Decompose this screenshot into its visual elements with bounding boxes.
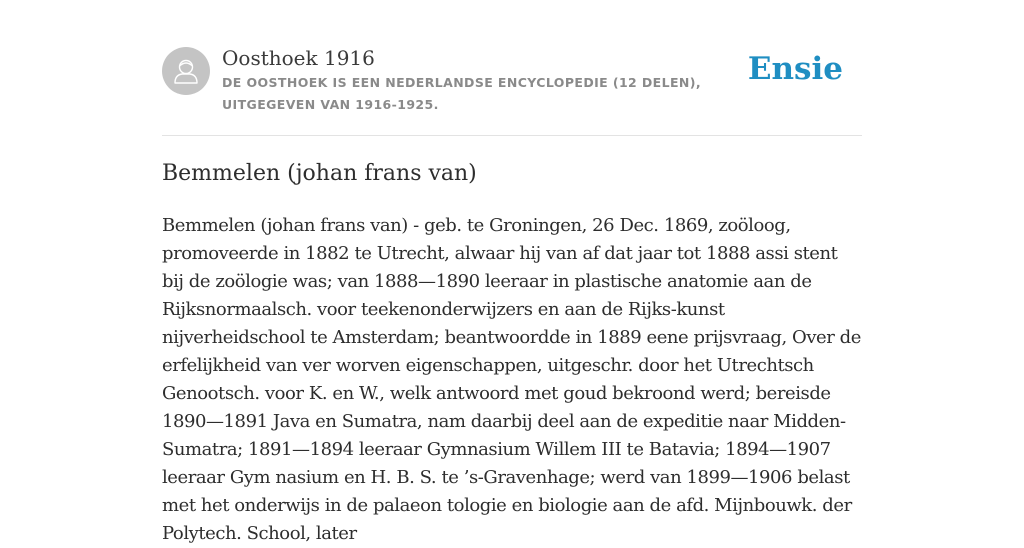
divider xyxy=(162,135,862,136)
article-title: Bemmelen (johan frans van) xyxy=(162,161,477,186)
source-description: DE OOSTHOEK IS EEN NEDERLANDSE ENCYCLOPEDIE (12 DELEN), UITGEGEVEN VAN 1916-1925. xyxy=(222,75,702,112)
avatar[interactable] xyxy=(162,47,210,95)
user-icon xyxy=(162,47,210,95)
brand-logo[interactable]: Ensie xyxy=(747,51,843,87)
source-header xyxy=(162,45,862,135)
source-title[interactable]: Oosthoek 1916 xyxy=(222,46,375,70)
article-body: Bemmelen (johan frans van) - geb. te Groningen, 26 Dec. 1869, zoöloog, promoveerde in 1882 te Utrecht, alwaar hij van af dat jaar tot 1888 assi stent bij de zoölogie was; van 1888—1890 leeraar in plastische anatomie aan de Rijksnormaalsch. voor teekenonderwijzers en aan de Rijks-kunst nijverheidschool te Amsterdam; beantwoordde in 1889 eene prijsvraag, Over de erfelijkheid van ver worven eigenschappen, uitgeschr. door het Utrechtsch Genootsch. voor K. en W., welk antwoord met goud bekroond werd; bereisde 1890—1891 Java en Sumatra, nam daarbij deel aan de expeditie naar Midden-Sumatra; 1891—1894 leeraar Gymnasium Willem III te Batavia; 1894—1907 leeraar Gym nasium en H. B. S. te ’s-Gravenhage; werd van 1899—1906 belast met het onderwijs in de palaeon tologie en biologie aan de afd. Mijnbouwk. der Polytech. School, later xyxy=(162,215,861,544)
